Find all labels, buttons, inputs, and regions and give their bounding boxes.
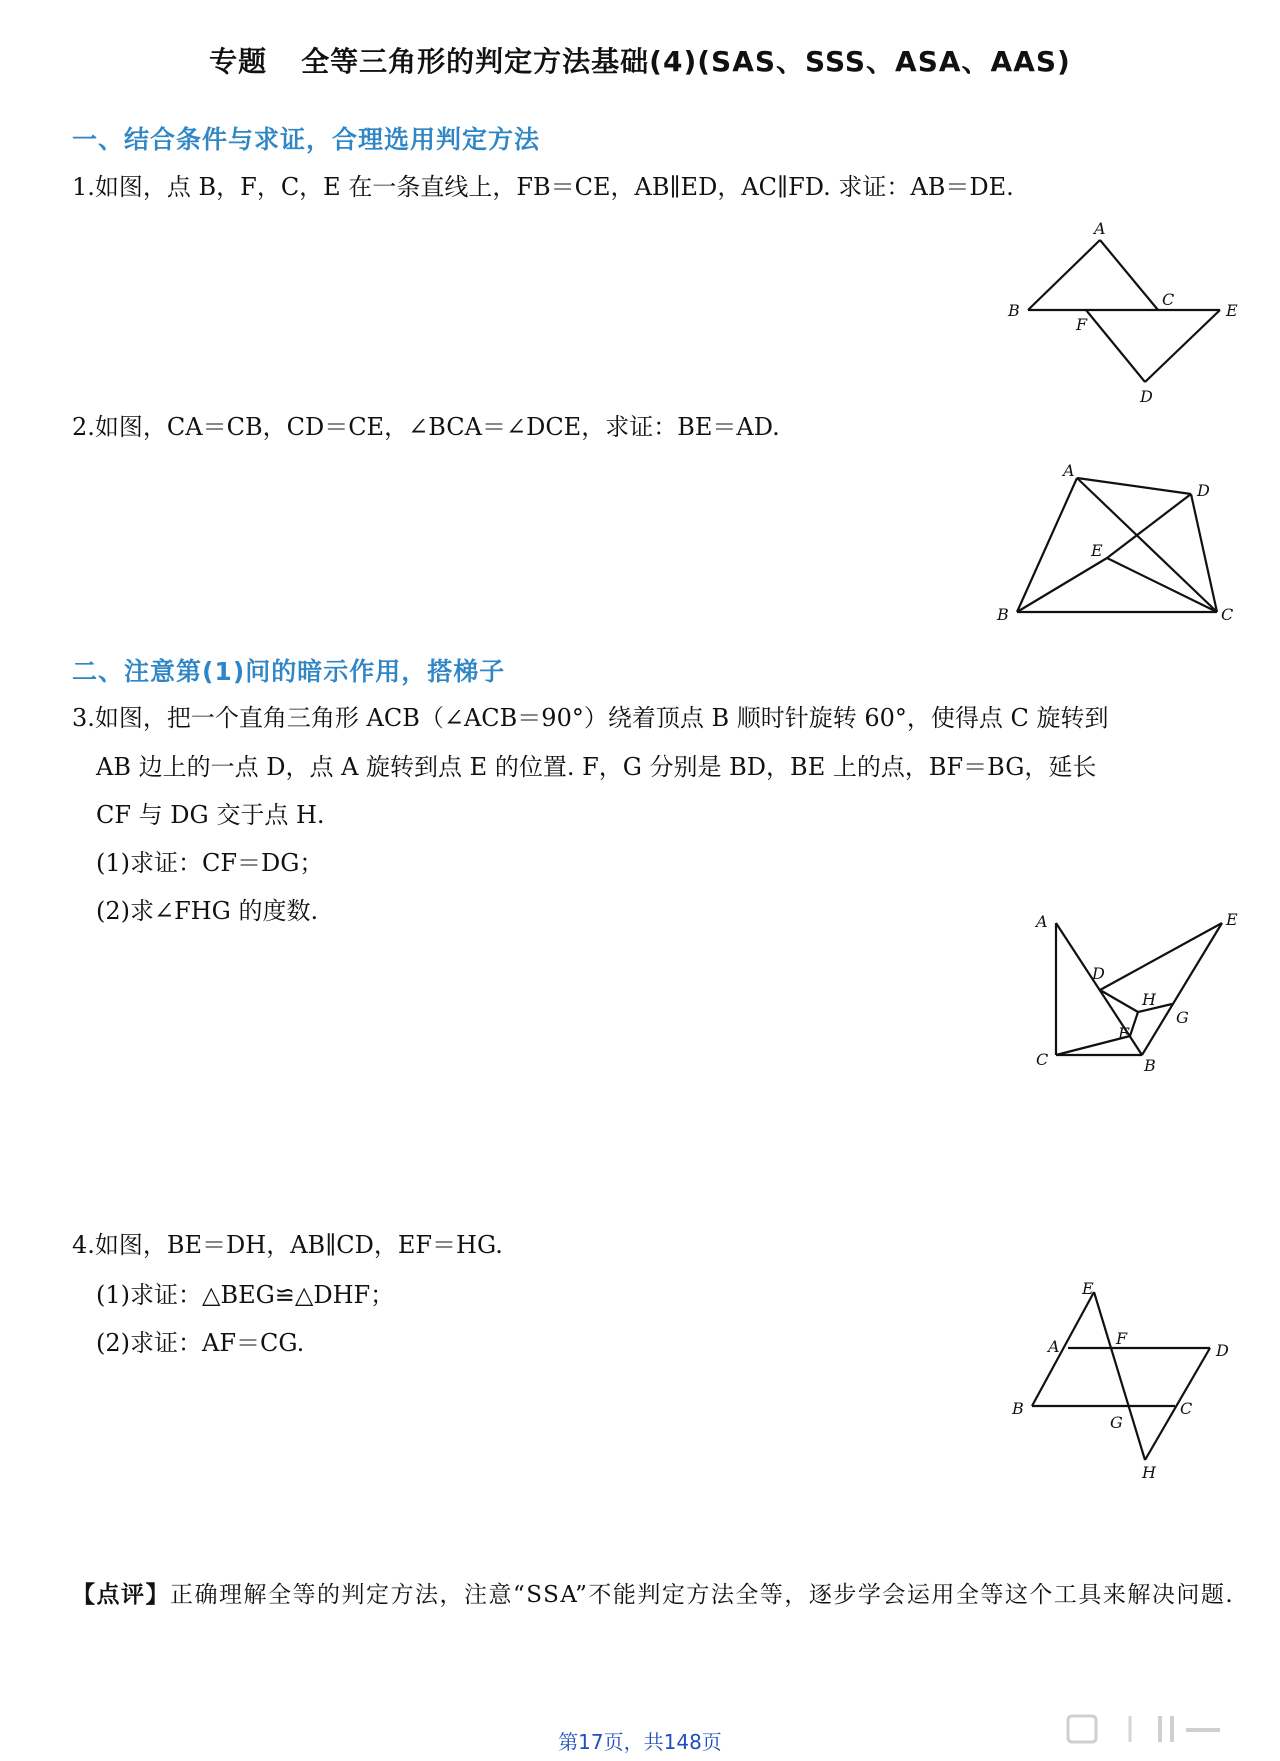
review-comment-tag: 【点评】 (72, 1582, 170, 1608)
q1-label-c: C (1162, 290, 1175, 309)
question-4-part-1: (1)求证：△BEG≌△DHF； (96, 1281, 395, 1309)
question-3-part-1: (1)求证：CF＝DG； (96, 849, 324, 877)
q4-label-a: A (1048, 1337, 1060, 1356)
figure-q3-svg (1030, 905, 1250, 1075)
q4-label-d: D (1216, 1341, 1229, 1360)
figure-q1 (1000, 220, 1240, 414)
q3-segment-de (1100, 923, 1222, 990)
q3-segment-be (1142, 923, 1222, 1055)
question-3-line-2: AB 边上的一点 D，点 A 旋转到点 E 的位置. F，G 分别是 BD，BE 上的点，BF＝BG，延长 (96, 753, 1097, 781)
question-3-part-2: (2)求∠FHG 的度数. (96, 897, 319, 925)
figure-q1-svg (1000, 220, 1240, 410)
q3-label-a: A (1036, 912, 1048, 931)
q2-segment-dc (1191, 494, 1217, 612)
q2-segment-ab (1017, 478, 1077, 612)
q1-segment-de (1145, 310, 1220, 382)
figure-q4-svg (1010, 1278, 1240, 1482)
q1-label-f: F (1076, 315, 1088, 334)
q3-label-g: G (1176, 1008, 1189, 1027)
q2-label-b: B (997, 605, 1009, 624)
page-title (0, 40, 1280, 80)
q2-segment-ad (1077, 478, 1191, 494)
question-3-line-3: CF 与 DG 交于点 H. (96, 801, 325, 829)
q1-segment-ac (1100, 240, 1158, 310)
review-comment-text: 正确理解全等的判定方法，注意“SSA”不能判定方法全等，逐步学会运用全等这个工具来解决问题. (170, 1582, 1235, 1608)
figure-q2 (995, 460, 1235, 634)
title-main: 全等三角形的判定方法基础(4)(SAS、SSS、ASA、AAS) (301, 45, 1071, 78)
q2-label-d: D (1197, 481, 1210, 500)
q1-label-d: D (1140, 387, 1153, 406)
q2-label-c: C (1221, 605, 1234, 624)
q4-segment-dh (1145, 1348, 1210, 1460)
figure-q2-svg (995, 460, 1235, 630)
q3-label-b: B (1144, 1056, 1156, 1075)
q3-label-h: H (1142, 990, 1156, 1009)
q2-label-e: E (1091, 541, 1103, 560)
q3-label-f: F (1118, 1024, 1130, 1043)
q2-segment-ec (1107, 558, 1217, 612)
q4-label-b: B (1012, 1399, 1024, 1418)
figure-q3 (1030, 905, 1250, 1079)
section-heading-1: 一、结合条件与求证，合理选用判定方法 (72, 125, 541, 154)
q4-label-c: C (1180, 1399, 1193, 1418)
q1-label-a: A (1094, 219, 1106, 238)
page-number: 第17页，共148页 (558, 1730, 722, 1754)
question-2-text: 2.如图，CA＝CB，CD＝CE，∠BCA＝∠DCE，求证：BE＝AD. (72, 413, 780, 441)
q3-label-c: C (1036, 1050, 1049, 1069)
q1-label-e: E (1226, 301, 1238, 320)
section-heading-2: 二、注意第(1)问的暗示作用，搭梯子 (72, 657, 506, 686)
q1-segment-fd (1086, 310, 1145, 382)
q4-segment-eh (1094, 1292, 1145, 1460)
question-4-text: 4.如图，BE＝DH，AB∥CD，EF＝HG. (72, 1231, 503, 1259)
q1-segment-ab (1028, 240, 1100, 310)
q3-label-d: D (1092, 964, 1105, 983)
q1-label-b: B (1008, 301, 1020, 320)
q3-segment-fh (1130, 1012, 1138, 1036)
figure-q4 (1010, 1278, 1240, 1482)
question-1-text: 1.如图，点 B，F，C，E 在一条直线上，FB＝CE，AB∥ED，AC∥FD. 求证：AB＝DE. (72, 173, 1014, 201)
question-3-line-1: 3.如图，把一个直角三角形 ACB（∠ACB＝90°）绕着顶点 B 顺时针旋转 60°，使得点 C 旋转到 (72, 704, 1109, 732)
q4-label-f: F (1116, 1329, 1128, 1348)
review-comment (72, 1570, 1242, 1620)
q3-label-e: E (1226, 910, 1238, 929)
q4-label-h: H (1142, 1463, 1156, 1482)
q2-segment-be (1017, 558, 1107, 612)
q4-label-g: G (1110, 1413, 1123, 1432)
q2-label-a: A (1063, 461, 1075, 480)
q4-label-e: E (1082, 1279, 1094, 1298)
title-prefix: 专题 (209, 45, 268, 78)
question-4-part-2: (2)求证：AF＝CG. (96, 1329, 305, 1357)
